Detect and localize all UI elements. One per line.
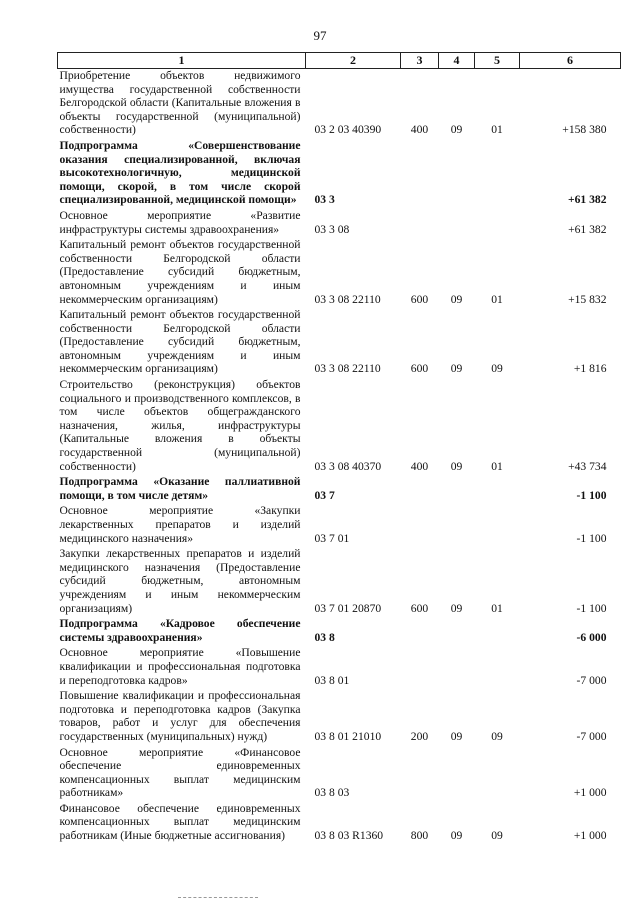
row-subsection [475,475,520,504]
row-code: 03 7 01 20870 [314,601,382,615]
row-amount: +43 734 [568,459,607,473]
row-code: 03 7 01 [314,531,350,545]
row-code: 03 3 08 [314,222,350,236]
row-section: 09 [450,292,463,306]
row-section [439,746,475,802]
row-code: 03 8 [314,630,335,644]
table-row [58,746,621,802]
row-amount: +1 000 [573,786,607,800]
row-amount: +15 832 [568,292,607,306]
row-description: Закупки лекарственных препаратов и изделий медицинского назначения (Предоставление субсидий бюджетным, автономным учреждениям и иным некоммерческим организациям) [59,547,301,615]
row-description: Подпрограмма «Кадровое обеспечение системы здравоохранения» [59,617,301,644]
row-amount: -1 100 [576,488,607,502]
header-cell-4: 4 [439,53,475,69]
row-subsection [475,646,520,689]
row-description: Основное мероприятие «Повышение квалификации и профессиональная подготовка и переподготовка кадров» [59,646,301,687]
row-code: 03 2 03 40390 [314,123,382,137]
row-description: Капитальный ремонт объектов государственной собственности Белгородской области (Предоставление субсидий бюджетным, автономным учреждениям и иным некоммерческим организациям) [59,308,301,376]
row-expense-type [401,139,439,209]
row-section: 09 [450,829,463,843]
row-expense-type: 200 [410,729,429,743]
row-section: 09 [450,459,463,473]
row-expense-type: 600 [410,601,429,615]
row-amount: -7 000 [576,729,607,743]
header-cell-1: 1 [58,53,306,69]
header-cell-3: 3 [401,53,439,69]
row-subsection [475,209,520,238]
row-code: 03 3 08 22110 [314,292,381,306]
table-row [58,504,621,547]
row-amount: -1 100 [576,601,607,615]
row-amount: +61 382 [568,222,607,236]
table-row [58,139,621,209]
table-row [58,238,621,308]
row-subsection [475,504,520,547]
table-row [58,475,621,504]
row-amount: +61 382 [568,193,607,207]
row-amount: +1 816 [573,362,607,376]
row-section: 09 [450,123,463,137]
row-description: Основное мероприятие «Закупки лекарственных препаратов и изделий медицинского назначения» [59,504,301,545]
row-code: 03 7 [314,488,335,502]
row-expense-type: 400 [410,459,429,473]
row-subsection: 09 [491,729,503,743]
row-code: 03 8 01 [314,673,350,687]
row-expense-type [401,504,439,547]
budget-table [57,52,621,845]
row-subsection: 01 [491,292,503,306]
row-expense-type [401,646,439,689]
row-expense-type [401,617,439,646]
table-row [58,547,621,617]
row-subsection [475,139,520,209]
header-cell-6: 6 [520,53,621,69]
row-section [439,209,475,238]
row-code: 03 3 08 22110 [314,362,381,376]
row-amount: -7 000 [576,673,607,687]
row-code: 03 3 08 40370 [314,459,382,473]
row-section [439,646,475,689]
row-description: Строительство (реконструкция) объектов социального и производственного комплексов, в том числе объектов общегражданского назначения, жилья, инфраструктуры (Капитальные вложения в объекты государственной (муниципальной) собственности) [59,378,301,473]
row-expense-type: 400 [410,123,429,137]
row-section [439,475,475,504]
row-subsection: 09 [491,362,503,376]
row-subsection: 01 [491,459,503,473]
row-amount: -1 100 [576,531,607,545]
row-code: 03 8 03 [314,786,350,800]
table-row [58,646,621,689]
row-subsection [475,746,520,802]
table-row [58,617,621,646]
row-description: Подпрограмма «Совершенствование оказания специализированной, включая высокотехнологичную, медицинской помощи, скорой, в том числе скорой специализированной, медицинской помощи» [59,138,301,207]
header-cell-5: 5 [475,53,520,69]
row-amount: +1 000 [573,829,607,843]
row-section [439,617,475,646]
row-description: Финансовое обеспечение единовременных компенсационных выплат медицинским работникам (Иные бюджетные ассигнования) [59,801,301,843]
row-code: 03 3 [314,193,335,207]
row-code: 03 8 03 R1360 [314,829,384,843]
row-section: 09 [450,729,463,743]
table-row [58,378,621,475]
row-amount: +158 380 [562,123,607,137]
row-subsection: 09 [491,829,503,843]
row-section [439,504,475,547]
table-header-row [58,53,621,69]
row-expense-type: 600 [410,362,429,376]
table-row [58,802,621,845]
row-description: Основное мероприятие «Финансовое обеспечение единовременных компенсационных выплат медицинским работникам» [59,745,301,800]
row-amount: -6 000 [576,630,607,644]
page-number: 97 [313,28,327,43]
row-description: Основное мероприятие «Развитие инфраструктуры системы здравоохранения» [59,208,301,236]
row-expense-type [401,209,439,238]
row-subsection: 01 [491,123,503,137]
row-description: Повышение квалификации и профессиональная подготовка и переподготовка кадров (Закупка товаров, работ и услуг для обеспечения государственных (муниципальных) нужд) [59,689,301,743]
row-section: 09 [450,601,463,615]
table-row [58,69,621,139]
row-description: Капитальный ремонт объектов государственной собственности Белгородской области (Предоставление субсидий бюджетным, автономным учреждениям и иным некоммерческим организациям) [59,238,301,306]
table-row [58,209,621,238]
table-row [58,308,621,378]
row-description: Подпрограмма «Оказание паллиативной помощи, в том числе детям» [59,475,301,502]
row-expense-type: 800 [410,829,429,843]
row-expense-type [401,475,439,504]
row-expense-type [401,746,439,802]
row-subsection [475,617,520,646]
row-description: Приобретение объектов недвижимого имущества государственной собственности Белгородской области (Капитальные вложения в объекты государственной (муниципальной) собственности) [59,69,301,137]
table-row [58,689,621,745]
scan-artifact-line [178,897,258,900]
row-code: 03 8 01 21010 [314,729,382,743]
row-section: 09 [450,362,463,376]
row-section [439,139,475,209]
header-cell-2: 2 [306,53,401,69]
row-expense-type: 600 [410,292,429,306]
row-subsection: 01 [491,601,503,615]
